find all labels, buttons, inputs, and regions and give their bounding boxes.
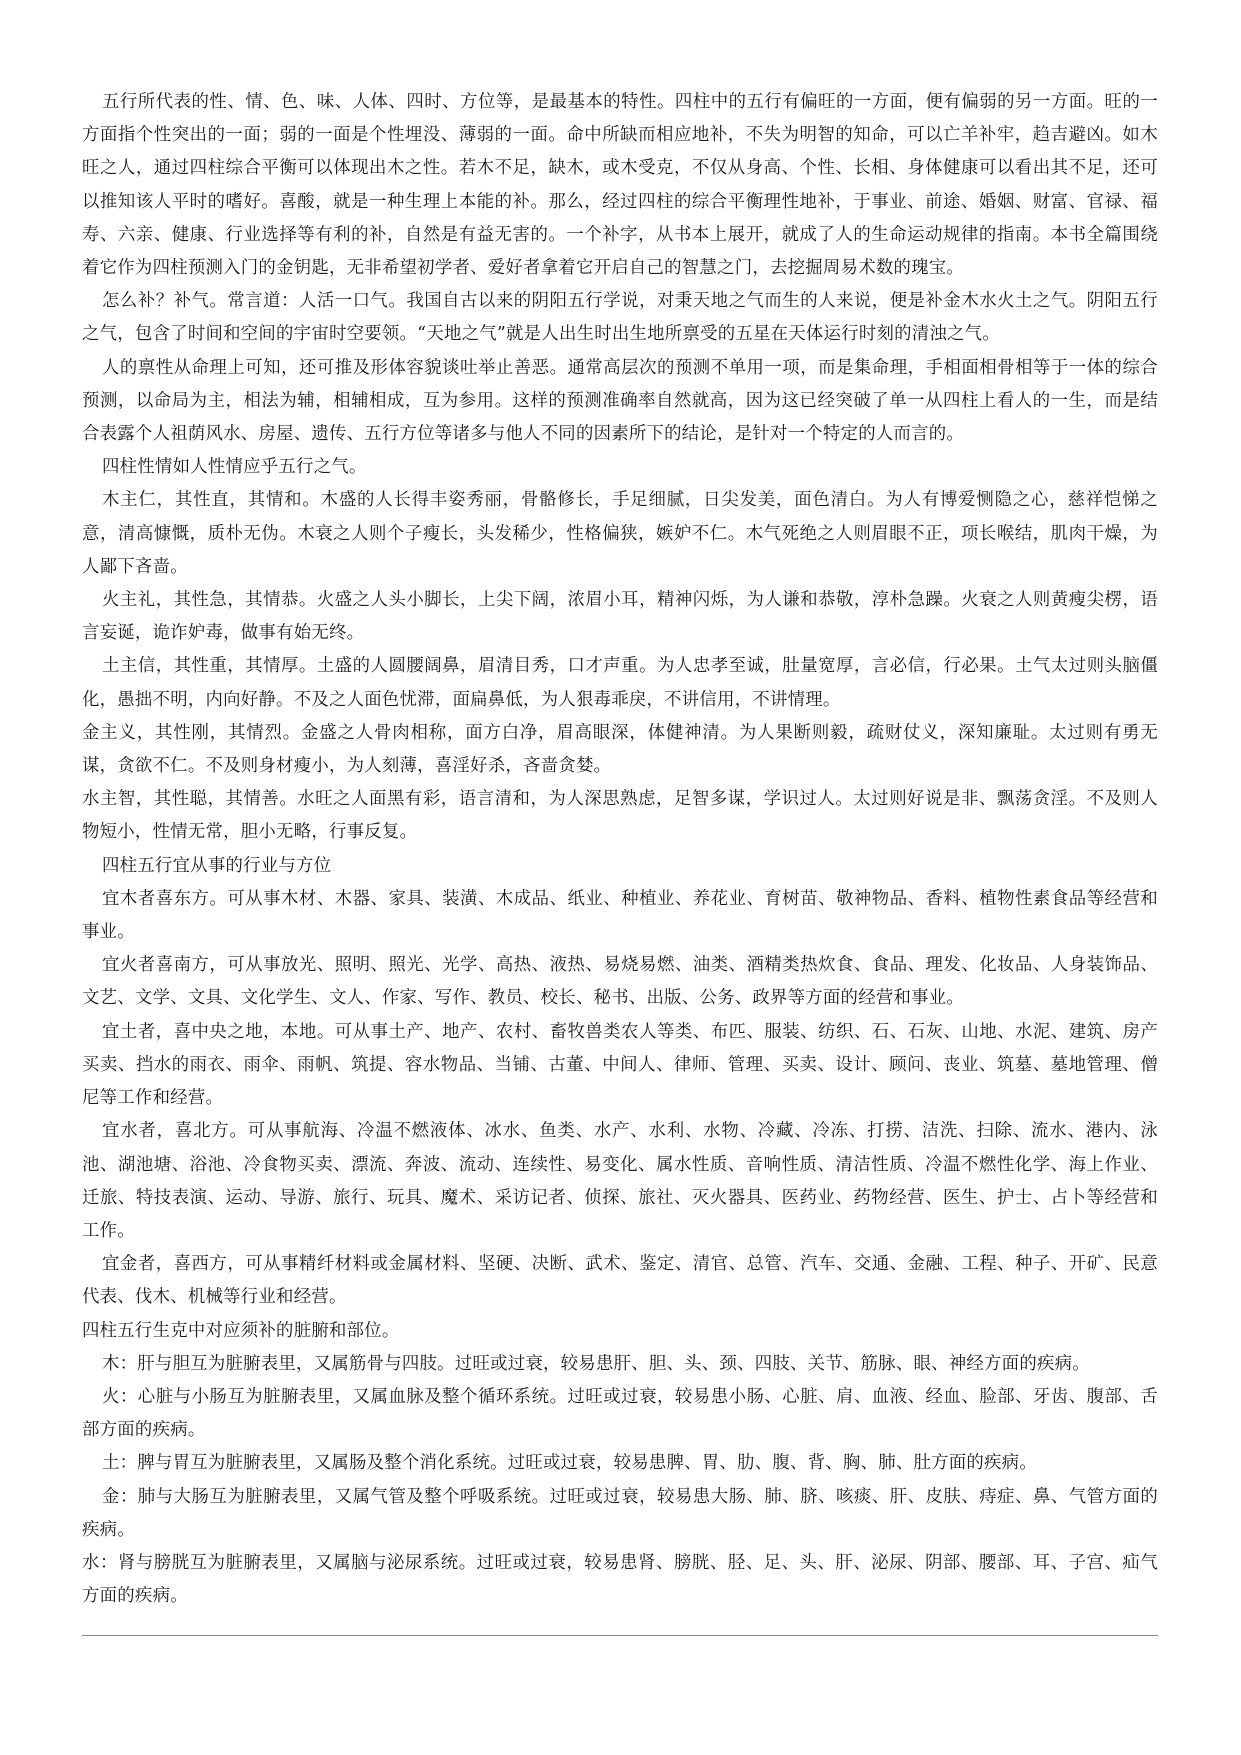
paragraph-wood-temperament: 木主仁，其性直，其情和。木盛的人长得丰姿秀丽，骨骼修长，手足细腻，日尖发美，面色清白。为人有博爱恻隐之心，慈祥恺悌之意，清高慷慨，质朴无伪。木衰之人则个子瘦长，头发稀少，性格偏狭，嫉妒不仁。木气死绝之人则眉眼不正，项长喉结，肌肉干燥，为人鄙下吝啬。 bbox=[82, 490, 1158, 577]
paragraph-metal-industry: 宜金者，喜西方，可从事精纤材料或金属材料、坚硬、决断、武术、鉴定、清官、总管、汽车、交通、金融、工程、种子、开矿、民意代表、伐木、机械等行业和经营。 bbox=[82, 1254, 1158, 1308]
paragraph-earth-organs: 土：脾与胃互为脏腑表里，又属肠及整个消化系统。过旺或过衰，较易患脾、胃、肋、腹、背、胸、肺、肚方面的疾病。 bbox=[102, 1453, 1037, 1474]
heading-temperament: 四柱性情如人性情应乎五行之气。 bbox=[102, 457, 367, 478]
paragraph-earth-industry: 宜土者，喜中央之地，本地。可从事土产、地产、农村、畜牧兽类农人等类、布匹、服装、纺织、石、石灰、山地、水泥、建筑、房产买卖、挡水的雨衣、雨伞、雨帆、筑提、容水物品、当铺、古董、中间人、律师、管理、买卖、设计、顾问、丧业、筑墓、墓地管理、僧尼等工作和经营。 bbox=[82, 1021, 1158, 1109]
paragraph-wood-industry: 宜木者喜东方。可从事木材、木器、家具、装潢、木成品、纸业、种植业、养花业、育树苗、敬神物品、香料、植物性素食品等经营和事业。 bbox=[82, 888, 1158, 943]
paragraph-wood-organs: 木：肝与胆互为脏腑表里，又属筋骨与四肢。过旺或过衰，较易患肝、胆、头、颈、四肢、关节、筋脉、眼、神经方面的疾病。 bbox=[102, 1353, 1090, 1374]
paragraph-water-industry: 宜水者，喜北方。可从事航海、冷温不燃液体、冰水、鱼类、水产、水利、水物、冷藏、冷冻、打捞、洁洗、扫除、流水、港内、泳池、湖池塘、浴池、冷食物买卖、漂流、奔波、流动、连续性、易变化、属水性质、音响性质、清洁性质、冷温不燃性化学、海上作业、迁旅、特技表演、运动、导游、旅行、玩具、魔术、采访记者、侦探、旅社、灭火器具、医药业、药物经营、医生、护士、占卜等经营和工作。 bbox=[82, 1121, 1158, 1241]
paragraph-how-to-supplement: 怎么补？补气。常言道：人活一口气。我国自古以来的阴阳五行学说，对秉天地之气而生的人来说，便是补金木水火土之气。阴阳五行之气，包含了时间和空间的宇宙时空要领。“天地之气”就是人出生时出生地所禀受的五星在天体运行时刻的清浊之气。 bbox=[82, 291, 1158, 345]
paragraph-fire-temperament: 火主礼，其性急，其情恭。火盛之人头小脚长，上尖下阔，浓眉小耳，精神闪烁，为人谦和恭敬，淳朴急躁。火衰之人则黄瘦尖楞，语言妄诞，诡诈妒毒，做事有始无终。 bbox=[82, 590, 1158, 644]
heading-industries: 四柱五行宜从事的行业与方位 bbox=[102, 855, 332, 876]
paragraph-earth-temperament: 土主信，其性重，其情厚。土盛的人圆腰阔鼻，眉清目秀，口才声重。为人忠孝至诚，肚量宽厚，言必信，行必果。土气太过则头脑僵化，愚拙不明，内向好静。不及之人面色忧滞，面扁鼻低，为人狠毒乖戾，不讲信用，不讲情理。 bbox=[82, 656, 1158, 710]
paragraph-disposition: 人的禀性从命理上可知，还可推及形体容貌谈吐举止善恶。通常高层次的预测不单用一项，而是集命理，手相面相骨相等于一体的综合预测，以命局为主，相法为辅，相辅相成，互为参用。这样的预测准确率自然就高，因为这已经突破了单一从四柱上看人的一生，而是结合表露个人祖荫风水、房屋、遗传、五行方位等诸多与他人不同的因素所下的结论，是针对一个特定的人而言的。 bbox=[82, 357, 1158, 445]
paragraph-fire-organs: 火：心脏与小肠互为脏腑表里，又属血脉及整个循环系统。过旺或过衰，较易患小肠、心脏、肩、血液、经血、脸部、牙齿、腹部、舌部方面的疾病。 bbox=[82, 1386, 1158, 1441]
heading-organs: 四柱五行生克中对应须补的脏腑和部位。 bbox=[82, 1320, 400, 1341]
footer-divider bbox=[82, 1635, 1158, 1636]
paragraph-metal-organs: 金：肺与大肠互为脏腑表里，又属气管及整个呼吸系统。过旺或过衰，较易患大肠、肺、脐、咳痰、肝、皮肤、痔症、鼻、气管方面的疾病。 bbox=[82, 1486, 1158, 1540]
paragraph-intro: 五行所代表的性、情、色、味、人体、四时、方位等，是最基本的特性。四柱中的五行有偏旺的一方面，便有偏弱的另一方面。旺的一方面指个性突出的一面；弱的一面是个性埋没、薄弱的一面。命中所缺而相应地补，不失为明智的知命，可以亡羊补牢，趋吉避凶。如木旺之人，通过四柱综合平衡可以体现出木之性。若木不足，缺木，或木受克，不仅从身高、个性、长相、身体健康可以看出其不足，还可以推知该人平时的嗜好。喜酸，就是一种生理上本能的补。那么，经过四柱的综合平衡理性地补，于事业、前途、婚姻、财富、官禄、福寿、六亲、健康、行业选择等有利的补，自然是有益无害的。一个补字，从书本上展开，就成了人的生命运动规律的指南。本书全篇围绕着它作为四柱预测入门的金钥匙，无非希望初学者、爱好者拿着它开启自己的智慧之门，去挖掘周易术数的瑰宝。 bbox=[82, 92, 1158, 279]
paragraph-water-temperament: 水主智，其性聪，其情善。水旺之人面黑有彩，语言清和，为人深思熟虑，足智多谋，学识过人。太过则好说是非、飘荡贪淫。不及则人物短小，性情无常，胆小无略，行事反复。 bbox=[82, 789, 1158, 843]
paragraph-water-organs: 水：肾与膀胱互为脏腑表里，又属脑与泌尿系统。过旺或过衰，较易患肾、膀胱、胫、足、头、肝、泌尿、阴部、腰部、耳、子宫、疝气方面的疾病。 bbox=[82, 1552, 1158, 1607]
paragraph-metal-temperament: 金主义，其性刚，其情烈。金盛之人骨肉相称，面方白净，眉高眼深，体健神清。为人果断则毅，疏财仗义，深知廉耻。太过则有勇无谋，贪欲不仁。不及则身材瘦小，为人刻薄，喜淫好杀，吝啬贪婪。 bbox=[82, 722, 1158, 777]
document-body bbox=[82, 86, 1158, 1613]
paragraph-fire-industry: 宜火者喜南方，可从事放光、照明、照光、光学、高热、液热、易烧易燃、油类、酒精类热炊食、食品、理发、化妆品、人身装饰品、文艺、文学、文具、文化学生、文人、作家、写作、教员、校长、秘书、出版、公务、政界等方面的经营和事业。 bbox=[82, 955, 1158, 1009]
